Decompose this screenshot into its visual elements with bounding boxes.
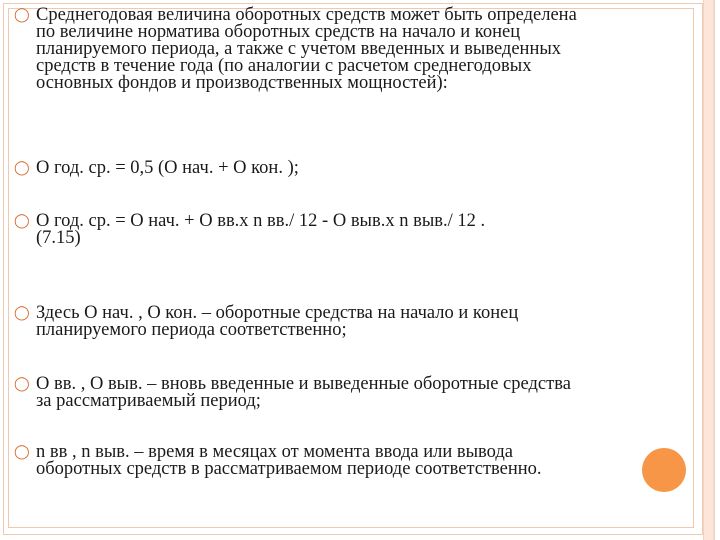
ring-bullet-icon: ◯ [14,444,30,460]
ring-bullet-icon: ◯ [14,305,30,321]
bullet-text: О вв. , О выв. – вновь введенные и выведенные оборотные средства за рассматриваемый период; [36,374,571,411]
right-decorative-line [713,0,715,540]
bullet-text: Среднегодовая величина оборотных средств может быть определена по величине норматива оборотных средств на начало и конец планируемого периода, а также с учетом введенных и выведенных средств в течение года (по аналогии с расчетом среднегодовых основных фондов и производственных мощностей): [36,5,577,93]
ring-bullet-icon: ◯ [14,376,30,392]
accent-circle [642,448,686,492]
ring-bullet-icon: ◯ [14,160,30,176]
bullet-text: О год. ср. = О нач. + О вв.х n вв./ 12 - О выв.х n выв./ 12 . (7.15) [36,211,486,248]
bullet-text: О год. ср. = 0,5 (О нач. + О кон. ); [36,158,299,178]
ring-bullet-icon: ◯ [14,7,30,23]
ring-bullet-icon: ◯ [14,213,30,229]
bullet-text: n вв , n выв. – время в месяцах от момента ввода или вывода оборотных средств в рассматриваемом периоде соответственно. [36,442,542,479]
bullet-text: Здесь О нач. , О кон. – оборотные средства на начало и конец планируемого периода соответственно; [36,303,519,340]
